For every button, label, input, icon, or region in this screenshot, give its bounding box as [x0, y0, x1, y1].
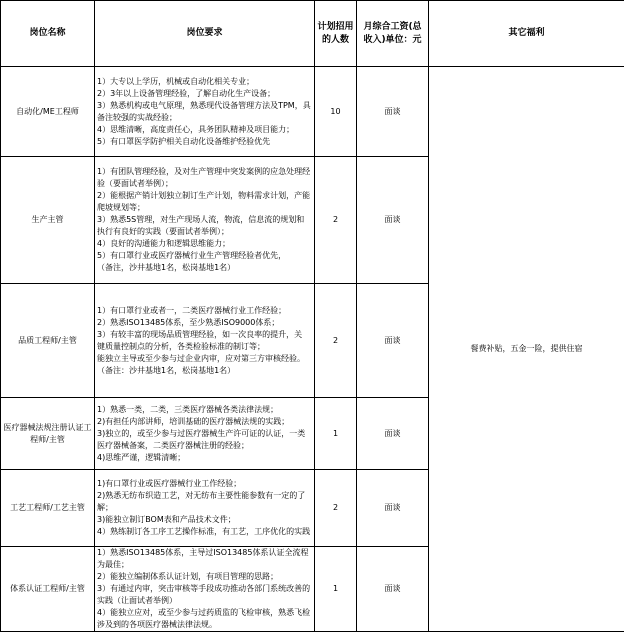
header-requirements: 岗位要求: [95, 1, 315, 67]
table-row: [1, 67, 624, 157]
salary-value: 面谈: [357, 284, 429, 398]
header-headcount: 计划招用的人数: [315, 1, 357, 67]
headcount-value: 1: [315, 398, 357, 470]
requirement-line: 1）大专以上学历，机械或自动化相关专业；: [97, 76, 312, 88]
requirement-line: 1）熟悉一类，二类，三类医疗器械各类法律法规；: [97, 404, 312, 416]
requirement-line: 2)熟悉无纺布织造工艺，对无纺布主要性能参数有一定的了解；: [97, 490, 312, 514]
requirement-line: 1)有口罩行业或医疗器械行业工作经验；: [97, 478, 312, 490]
requirement-line: 3)独立的，或至少参与过医疗器械生产许可证的认证，一类医疗器械备案，二类医疗器械注册的经验；: [97, 428, 312, 452]
position-name: 生产主管: [1, 157, 95, 284]
position-name: 工艺工程师/工艺主管: [1, 470, 95, 547]
position-requirements: [95, 67, 315, 157]
headcount-value: 10: [315, 67, 357, 157]
requirement-line: 4）能独立应对，或至少参与过药质监的飞检审核，熟悉飞检涉及到的各项医疗器械法律法规。: [97, 607, 312, 631]
position-name: 医疗器械法规注册认证工程师/主管: [1, 398, 95, 470]
requirement-line: 2）能独立编制体系认证计划，有项目管理的思路；: [97, 571, 312, 583]
requirement-line: 3）有较丰富的现场品质管理经验，如一次良率的提升，关 键质量控制点的分析，各类检验标准的制订等；: [97, 329, 312, 353]
requirement-line: 1）有口罩行业或者一，二类医疗器械行业工作经验；: [97, 305, 312, 317]
requirement-line: （备注：沙井基地1名，松岗基地1名）: [97, 365, 312, 377]
salary-value: 面谈: [357, 470, 429, 547]
headcount-value: 1: [315, 547, 357, 632]
requirement-line: 5）有口罩医学防护相关自动化设备维护经验优先: [97, 136, 312, 148]
salary-value: 面谈: [357, 67, 429, 157]
position-name: 体系认证工程师/主管: [1, 547, 95, 632]
requirement-line: 2）能根据产销计划独立制订生产计划，物料需求计划，产能爬坡规划等；: [97, 190, 312, 214]
header-salary: 月综合工资(总收入)单位：元: [357, 1, 429, 67]
requirement-line: （备注，沙井基地1名，松岗基地1名）: [97, 262, 312, 274]
position-name: 品质工程师/主管: [1, 284, 95, 398]
requirement-line: 4)思维严谨，逻辑清晰；: [97, 452, 312, 464]
requirement-line: 4）思维清晰，高度责任心，具务团队精神及项目能力；: [97, 124, 312, 136]
requirement-line: 3)能独立制订BOM表和产品技术文件；: [97, 514, 312, 526]
position-requirements: [95, 157, 315, 284]
position-requirements: [95, 398, 315, 470]
requirement-line: 4）熟练制订各工序工艺操作标准，有工艺，工序优化的实践: [97, 526, 312, 538]
position-requirements: [95, 470, 315, 547]
requirement-line: 1）有团队管理经验，及对生产管理中突发案例的应急处理经验（要面试者举例）；: [97, 166, 312, 190]
position-requirements: [95, 284, 315, 398]
requirement-line: 3）有通过内审，突击审核等手段成功推动各部门系统改善的实践（让面试者举例）: [97, 583, 312, 607]
position-name: 自动化/ME工程师: [1, 67, 95, 157]
requirement-line: 2)有担任内部讲师，培训基础的医疗器械法规的实践；: [97, 416, 312, 428]
requirement-line: 能独立主导或至少参与过企业内审，应对第三方审核经验。: [97, 353, 312, 365]
headcount-value: 2: [315, 284, 357, 398]
requirement-line: 1）熟悉ISO13485体系，主导过ISO13485体系认证全流程为最佳；: [97, 547, 312, 571]
header-benefits: 其它福利: [429, 1, 624, 67]
requirement-line: 2）3年以上设备管理经验，了解自动化生产设备；: [97, 88, 312, 100]
requirement-line: 5）有口罩行业或医疗器械行业生产管理经验者优先，: [97, 250, 312, 262]
header-position: 岗位名称: [1, 1, 95, 67]
salary-value: 面谈: [357, 398, 429, 470]
benefits-value: 餐费补贴，五金一险，提供住宿: [429, 67, 624, 632]
requirement-line: 4）良好的沟通能力和逻辑思维能力；: [97, 238, 312, 250]
header-row: [1, 1, 624, 67]
position-requirements: [95, 547, 315, 632]
salary-value: 面谈: [357, 157, 429, 284]
requirement-line: 2）熟悉ISO13485体系，至少熟悉ISO9000体系；: [97, 317, 312, 329]
salary-value: 面谈: [357, 547, 429, 632]
headcount-value: 2: [315, 470, 357, 547]
requirement-line: 3）熟悉机构或电气原理，熟悉现代设备管理方法及TPM，具备注较强的实战经验；: [97, 100, 312, 124]
headcount-value: 2: [315, 157, 357, 284]
requirement-line: 3）熟悉5S管理，对生产现场人流，物流，信息流的规划和执行有良好的实践（要面试者举例）；: [97, 214, 312, 238]
